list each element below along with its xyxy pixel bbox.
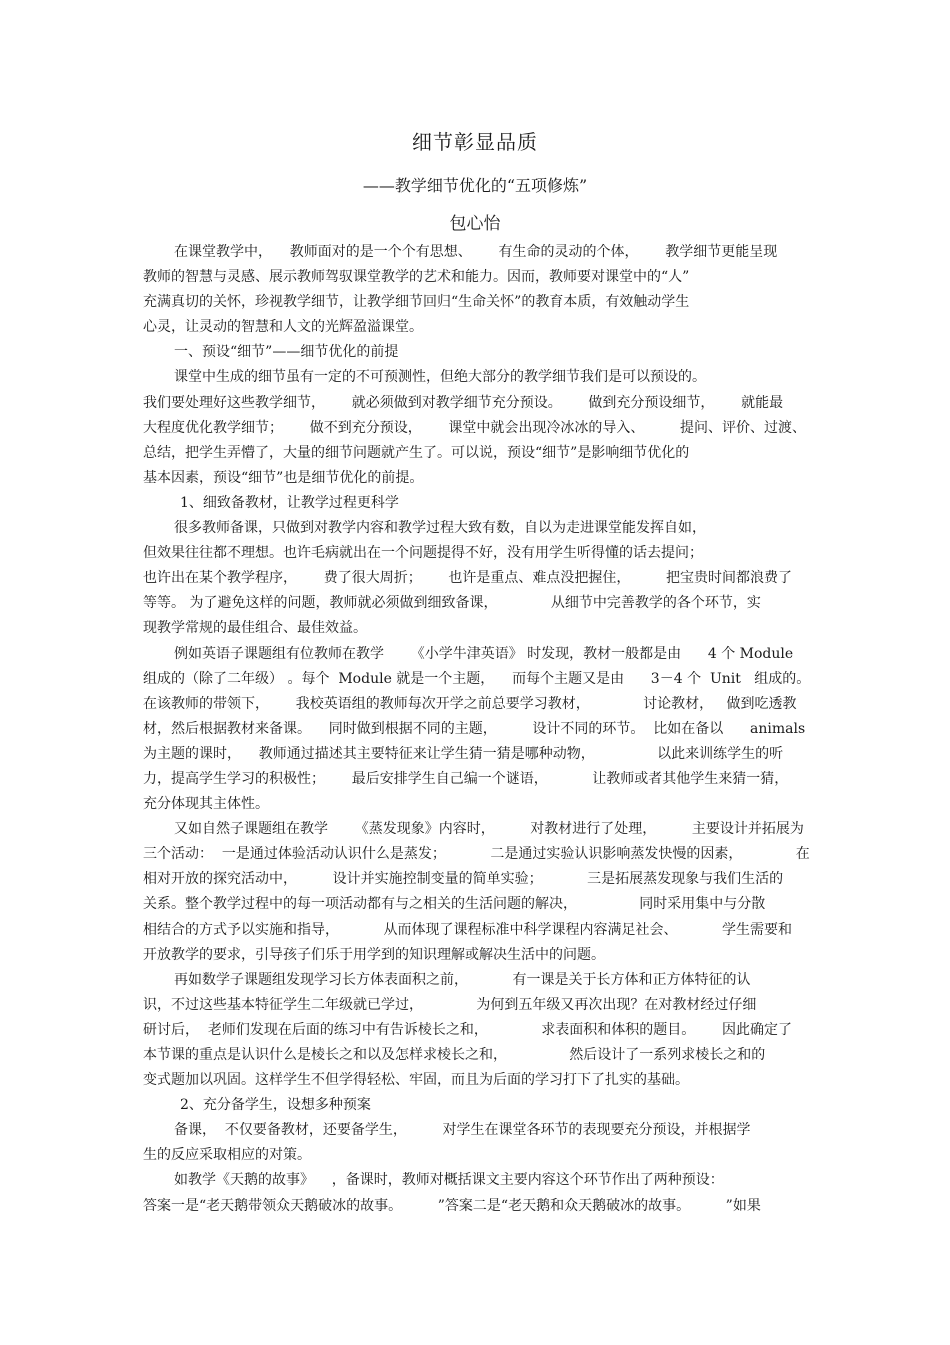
body-text-line: 但效果往往都不理想。也许毛病就出在一个问题提得不好，没有用学生听得懂的话去提问； <box>143 545 703 562</box>
body-text-line: 识，不过这些基本特征学生二年级就已学过， 为何到五年级又再次出现？在对教材经过仔细 <box>143 996 757 1013</box>
body-text-line: 我们要处理好这些教学细节， 就必须做到对教学细节充分预设。 做到充分预设细节， 就能最 <box>143 394 784 411</box>
body-text-line: 如教学《天鹅的故事》 ，备课时，教师对概括课文主要内容这个环节作出了两种预设： <box>174 1172 724 1189</box>
body-text-line: 总结，把学生弄懵了，大量的细节问题就产生了。可以说，预设“细节”是影响细节优化的 <box>143 444 690 461</box>
body-text-line: 等等。 为了避免这样的问题，教师就必须做到细致备课， 从细节中完善教学的各个环节，实 <box>143 595 761 612</box>
body-text-line: 材，然后根据教材来备课。 同时做到根据不同的主题， 设计不同的环节。 比如在备以 animals <box>143 720 806 737</box>
body-text-line: 力，提高学生学习的积极性； 最后安排学生自己编一个谜语， 让教师或者其他学生来猜一猜， <box>143 770 789 787</box>
document-title: 细节彰显品质 <box>412 130 538 154</box>
body-text-line: 教师的智慧与灵感、展示教师驾驭课堂教学的艺术和能力。因而，教师要对课堂中的“人” <box>143 269 690 286</box>
body-text-line: 研讨后， 老师们发现在后面的练习中有告诉棱长之和， 求表面积和体积的题目。 因此确定了 <box>143 1021 793 1038</box>
body-text-line: 备课， 不仅要备教材，还要备学生， 对学生在课堂各环节的表现要充分预设，并根据学 <box>174 1122 751 1139</box>
body-text-line: 基本因素，预设“细节”也是细节优化的前提。 <box>143 469 424 486</box>
body-text-line: 关系。整个教学过程中的每一项活动都有与之相关的生活问题的解决， 同时采用集中与分散 <box>143 896 766 913</box>
body-text-line: 一、预设“细节”——细节优化的前提 <box>174 344 399 361</box>
body-text-line: 充分体现其主体性。 <box>143 796 269 813</box>
body-text-line: 答案一是“老天鹅带领众天鹅破冰的故事。 ”答案二是“老天鹅和众天鹅破冰的故事。 ”如果 <box>143 1197 761 1214</box>
body-text-line: 大程度优化教学细节； 做不到充分预设， 课堂中就会出现冷冰冰的导入、 提问、评价、过渡、 <box>143 419 807 436</box>
body-text-line: 现教学常规的最佳组合、最佳效益。 <box>143 620 367 637</box>
body-text-line: 三个活动： 一是通过体验活动认识什么是蒸发； 二是通过实验认识影响蒸发快慢的因素， 在 <box>143 846 810 863</box>
body-text-line: 组成的（除了二年级） 。每个 Module 就是一个主题， 而每个主题又是由 3－4 个 Unit 组成的。 <box>143 670 811 687</box>
body-text-line: 变式题加以巩固。这样学生不但学得轻松、牢固，而且为后面的学习打下了扎实的基础。 <box>143 1072 689 1089</box>
body-text-line: 在课堂教学中， 教师面对的是一个个有思想、 有生命的灵动的个体， 教学细节更能呈现 <box>174 244 778 260</box>
body-text-line: 再如数学子课题组发现学习长方体表面积之前， 有一课是关于长方体和正方体特征的认 <box>174 971 751 988</box>
body-text-line: 相结合的方式予以实施和指导， 从而体现了课程标准中科学课程内容满足社会、 学生需要和 <box>143 921 793 938</box>
document-subtitle: ——教学细节优化的“五项修炼” <box>362 176 588 195</box>
body-text-line: 开放教学的要求，引导孩子们乐于用学到的知识理解或解决生活中的问题。 <box>143 946 605 963</box>
body-text-line: 2、充分备学生，设想多种预案 <box>180 1097 371 1114</box>
body-text-line: 又如自然子课题组在教学 《蒸发现象》内容时， 对教材进行了处理， 主要设计并拓展为 <box>174 821 804 838</box>
body-text-line: 1、细致备教材，让教学过程更科学 <box>180 494 399 511</box>
document-body <box>143 240 813 1219</box>
body-text-line: 很多教师备课，只做到对教学内容和教学过程大致有数，自以为走进课堂能发挥自如， <box>174 520 706 537</box>
body-text-line: 在该教师的带领下， 我校英语组的教师每次开学之前总要学习教材， 讨论教材， 做到吃透教 <box>143 695 797 712</box>
body-text-line: 生的反应采取相应的对策。 <box>143 1147 311 1164</box>
document-author: 包心怡 <box>449 214 501 234</box>
body-text-line: 相对开放的探究活动中， 设计并实施控制变量的简单实验； 三是拓展蒸发现象与我们生活的 <box>143 871 784 888</box>
body-text-line: 课堂中生成的细节虽有一定的不可预测性，但绝大部分的教学细节我们是可以预设的。 <box>174 369 706 386</box>
body-text-line: 本节课的重点是认识什么是棱长之和以及怎样求棱长之和， 然后设计了一系列求棱长之和的 <box>143 1047 766 1063</box>
body-text-line: 充满真切的关怀，珍视教学细节，让教学细节回归“生命关怀”的教育本质，有效触动学生 <box>143 294 690 311</box>
body-text-line: 为主题的课时， 教师通过描述其主要特征来让学生猜一猜是哪种动物， 以此来训练学生的听 <box>143 745 784 762</box>
body-text-line: 心灵，让灵动的智慧和人文的光辉盈溢课堂。 <box>143 319 423 336</box>
body-text-line: 也许出在某个教学程序， 费了很大周折； 也许是重点、难点没把握住， 把宝贵时间都浪费了 <box>143 570 793 587</box>
body-text-line: 例如英语子课题组有位教师在教学 《小学牛津英语》 时发现，教材一般都是由 4 个 Module <box>174 645 794 662</box>
